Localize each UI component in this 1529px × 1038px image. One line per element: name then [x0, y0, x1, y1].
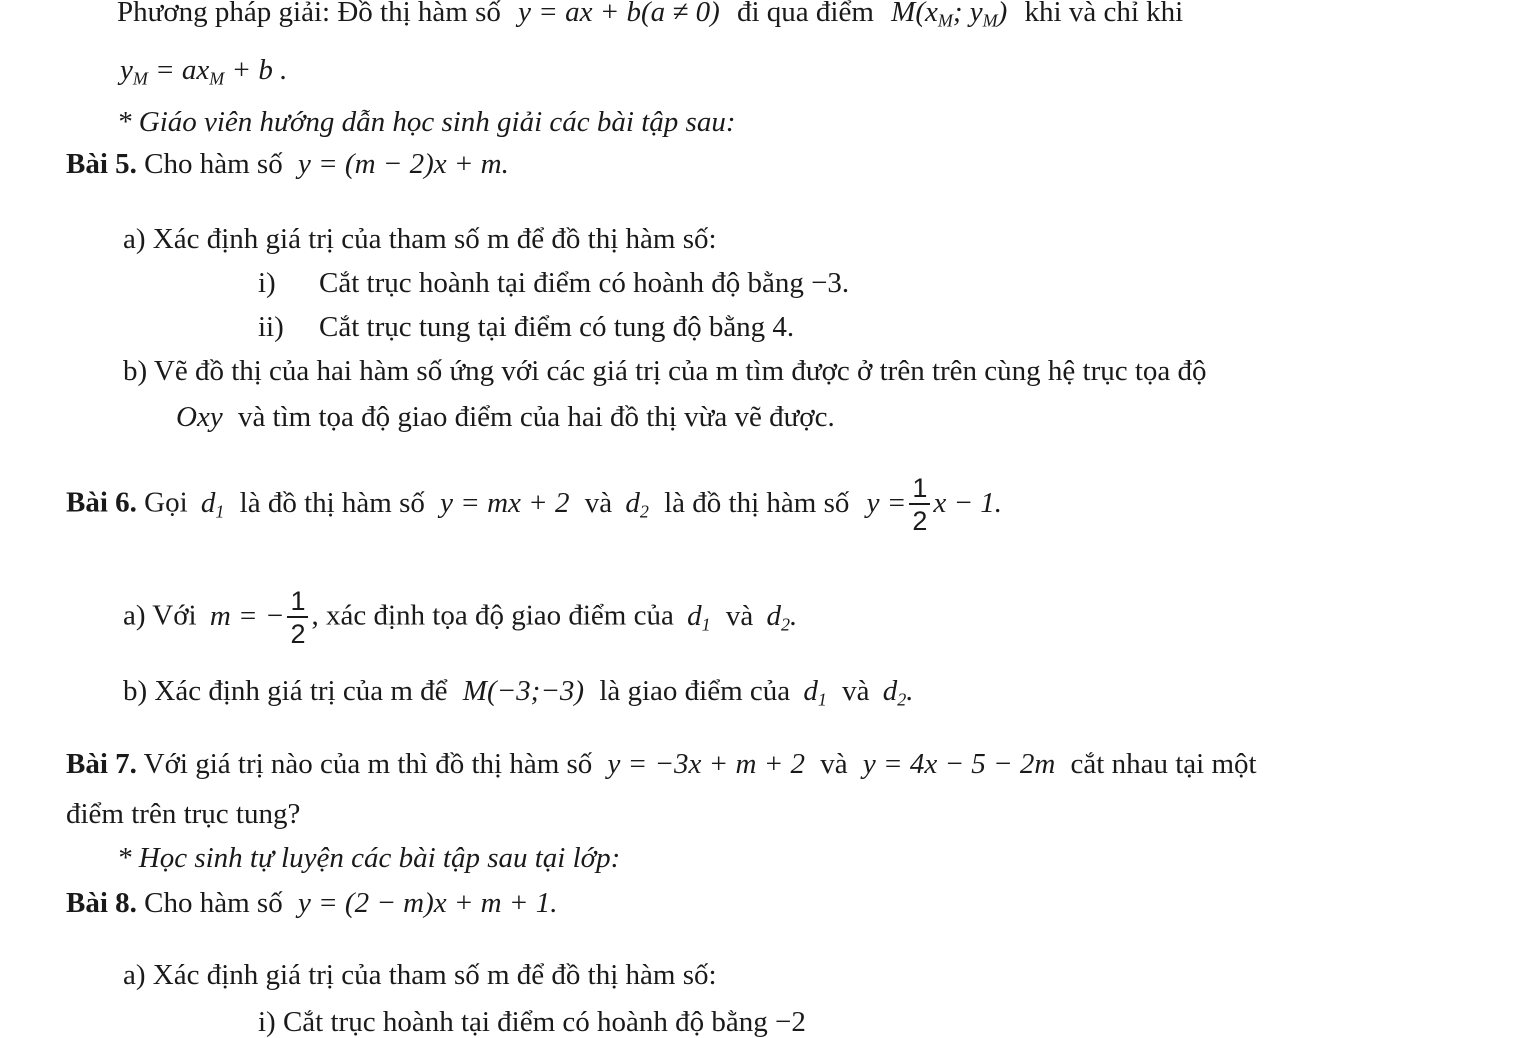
fraction-minus-one-half: $\frac{1}{2}$	[287, 587, 308, 649]
teacher-note: * Giáo viên hướng dẫn học sinh giải các bài tập sau:	[117, 106, 736, 138]
bai5-item-i-text: Cắt trục hoành tại điểm có hoành độ bằng −3.	[319, 267, 850, 299]
bai5-heading	[66, 150, 509, 179]
method-tail: khi và chỉ khi	[1024, 0, 1184, 28]
d2-symbol: $d_2$	[625, 486, 649, 521]
bai7-title: Bài 7.	[66, 748, 137, 780]
bai6-part-b: b) Xác định giá trị của m để M(−3;−3) là giao điểm của $d_1$ và $d_2$.	[123, 675, 914, 710]
d1-symbol: $d_1$	[200, 486, 225, 521]
bai6-a-m-value: m = − $\frac{1}{2}$	[210, 600, 312, 632]
bai5-part-a: a) Xác định giá trị của tham số m để đồ thị hàm số:	[123, 223, 717, 255]
bai7-f2: y = 4x − 5 − 2m	[862, 748, 1056, 780]
bai5-item-ii-text: Cắt trục tung tại điểm có tung độ bằng 4.	[319, 311, 795, 343]
student-note: * Học sinh tự luyện các bài tập sau tại lớp:	[117, 842, 621, 874]
fraction-one-half: $\frac{1}{2}$	[909, 474, 930, 536]
bai5-item-ii-label: ii)	[258, 311, 284, 343]
method-formula: y = ax + b(a ≠ 0)	[518, 0, 720, 28]
bai5-text: Cho hàm số	[144, 148, 283, 180]
bai8-item-i-partial: i) Cắt trục hoành tại điểm có hoành độ bằng −2	[258, 1006, 806, 1038]
method-line	[117, 0, 1184, 31]
bai6-part-a: a) Với m = − $\frac{1}{2}$ , xác định tọa độ giao điểm của $d_1$ và $d_2$.	[123, 586, 798, 650]
bai8-heading: Bài 8. Cho hàm số y = (2 − m)x + m + 1.	[66, 887, 558, 919]
bai5-part-b-line2: Oxy và tìm tọa độ giao điểm của hai đồ thị vừa vẽ được.	[176, 401, 835, 433]
point-M: M(−3;−3)	[462, 675, 585, 707]
bai5-title: Bài 5.	[66, 148, 137, 180]
bai8-part-a: a) Xác định giá trị của tham số m để đồ thị hàm số:	[123, 959, 717, 991]
oxy-label: Oxy	[176, 401, 223, 433]
bai5-part-b-line1: b) Vẽ đồ thị của hai hàm số ứng với các giá trị của m tìm được ở trên trên cùng hệ trục tọa độ	[123, 355, 1207, 387]
bai6-f2: y = $\frac{1}{2}$ x − 1.	[866, 473, 1003, 537]
method-point: $M(x_M$; $y_M$)	[891, 0, 1008, 31]
bai6-title: Bài 6.	[66, 486, 137, 519]
bai6-f1: y = mx + 2	[440, 486, 570, 519]
bai8-formula: y = (2 − m)x + m + 1.	[297, 887, 558, 919]
bai8-title: Bài 8.	[66, 887, 137, 919]
method-label: Phương pháp giải: Đồ thị hàm số	[117, 0, 501, 28]
bai7-f1: y = −3x + m + 2	[607, 748, 806, 780]
bai5-item-i-label: i)	[258, 267, 276, 299]
bai5-formula: y = (m − 2)x + m.	[297, 148, 509, 180]
bai7-line1: Bài 7. Với giá trị nào của m thì đồ thị hàm số y = −3x + m + 2 và y = 4x − 5 − 2m cắt nhau tại một	[66, 748, 1257, 780]
method-mid: đi qua điểm	[737, 0, 874, 28]
bai7-line2: điểm trên trục tung?	[66, 798, 301, 830]
bai6-heading: Bài 6. Gọi $d_1$ là đồ thị hàm số y = mx + 2 và $d_2$ là đồ thị hàm số y = $\frac{1}{2}$ x − 1.	[66, 473, 1003, 537]
method-condition: $y_M = ax_M + b$ .	[120, 54, 288, 89]
